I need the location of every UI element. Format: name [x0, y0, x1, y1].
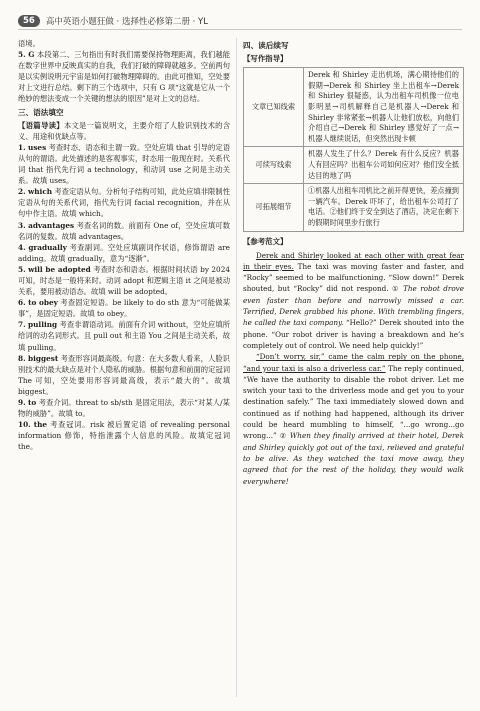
- answer-5-g: [18, 49, 230, 104]
- answer-number: 8.: [18, 353, 26, 363]
- answer-explanation: 考查名词的数。前面有 One of，空处应填可数名词的复数。故填 advantages。: [18, 220, 230, 241]
- answer-word: will be adopted: [28, 264, 91, 274]
- book-title: 高中英语小题狂做 · 选择性必修第二册 · YL: [45, 16, 208, 27]
- section-title-continuation: 四、读后续写: [243, 41, 289, 50]
- answer-word: gradually: [28, 242, 67, 252]
- answer-word: uses: [28, 142, 47, 152]
- guide-row-content: 机器人发生了什么？Derek 有什么反应？机器人有回应吗？出租车公司如何应对？他们安全抵达目的地了吗: [304, 147, 464, 184]
- answer-number: 7.: [18, 320, 26, 330]
- grammar-answer: [18, 220, 230, 242]
- grammar-answer: [18, 297, 230, 319]
- sample-essay: [243, 250, 464, 487]
- answer-explanation: 考查形容词最高级。句意：在大多数人看来，人脸识别技术的最大缺点是对个人隐私的威胁。根据句意和前面的定冠词 The 可知，空处要用形容词最高级，表示“最大的”。故填 biggest。: [18, 353, 230, 396]
- answer-explanation: 考查介词。threat to sb/sth 是固定用法，表示“对某人/某物的威胁”。故填 to。: [18, 398, 230, 419]
- guide-row-label: 可拓展细节: [244, 184, 304, 231]
- passage-guide: [18, 120, 230, 142]
- answer-list: [18, 142, 230, 453]
- essay-second-opening: “Don’t worry, sir,” came the calm reply on the phone, “and your taxi is also a driverless car.”: [243, 352, 464, 373]
- grammar-answer: [18, 419, 230, 452]
- grammar-answer: [18, 397, 230, 419]
- answer-word: to: [28, 398, 37, 407]
- answer-number: 2.: [18, 187, 26, 197]
- page-header: [18, 12, 462, 30]
- answer-number: 5.: [18, 264, 26, 274]
- left-column: [18, 38, 230, 703]
- answer-word: advantages: [28, 220, 75, 230]
- guide-row: [244, 184, 464, 231]
- column-divider: [236, 38, 237, 697]
- answer-explanation: 考查固定短语。be likely to do sth 意为“可能做某事”，是固定短语。故填 to obey。: [18, 298, 230, 319]
- answer-word: the: [33, 420, 48, 430]
- intro-fragment: 语境。: [18, 39, 40, 48]
- answer-explanation: 考查副词。空处应填副词作状语，修饰谓语 are adding。故填 gradually，意为“逐渐”。: [18, 242, 230, 263]
- grammar-answer: [18, 264, 230, 297]
- guide-row-label: 可续写线索: [244, 147, 304, 184]
- writing-guide-title: 【写作指导】: [243, 54, 288, 64]
- answer-explanation: 考查定语从句。分析句子结构可知，此处应填非限制性定语从句的关系代词，指代先行词 facial recognition，并在从句中作主语。故填 which。: [18, 187, 230, 219]
- right-column: [243, 38, 464, 703]
- guide-row-content: ①机器人出租车司机比之前开得更快，差点撞到一辆汽车。Derek 吓坏了，给出租车公司打了电话。②他们终于安全到达了酒店，决定在剩下的假期时间里步行旅行: [304, 184, 464, 231]
- guide-row-content: Derek 和 Shirley 走出机场，满心期待他们的假期→Derek 和 Shirley 坐上出租车→Derek 和 Shirley 很疑惑，认为出租车司机像一位电影明星→司机解释自己是机器人→Derek 和 Shirley 非常紧张→机器人让他们放松，向他们介绍自己→Derek 和 Shirley 感觉好了一点→机器人继续说话，但突然出现卡顿: [304, 68, 464, 147]
- answer-word: which: [27, 187, 53, 197]
- grammar-answer: [18, 142, 230, 186]
- answer-explanation: 考查冠词。risk 被后置定语 of revealing personal information 修饰，特指泄露个人信息的风险。故填定冠词 the。: [18, 420, 230, 452]
- answer-word: biggest: [28, 353, 59, 363]
- grammar-answer: [18, 186, 230, 219]
- section-title-grammar: 三、语法填空: [18, 107, 64, 117]
- grammar-answer: [18, 242, 230, 264]
- answer-explanation: 考查非谓语动词。前面有介词 without，空处应填所给词的动名词形式。且 pull out 和主语 You 之间是主动关系，故填 pulling。: [18, 320, 230, 352]
- answer-word: to obey: [28, 298, 58, 308]
- guide-tag: 【语篇导读】: [18, 120, 64, 130]
- answer-explanation: 考查时态、语态和主谓一致。空处应填 that 引导的定语从句的谓语。此处描述的是客观事实，时态用一般现在时。关系代词 that 指代先行词 a technology，和动词 use 之间是主动关系。故填 uses。: [18, 142, 230, 186]
- grammar-answer: [18, 353, 230, 397]
- page-number: 56: [18, 15, 40, 27]
- guide-row: [244, 147, 464, 184]
- guide-row-label: 文章已知线索: [244, 68, 304, 147]
- answer-number: 4.: [18, 242, 26, 252]
- answer-number: 1.: [18, 142, 26, 152]
- answer-number: 9.: [18, 398, 26, 407]
- writing-guide-table: [243, 67, 464, 231]
- answer-number: 3.: [18, 220, 26, 230]
- essay-opening-sentence: Derek and Shirley looked at each other with great fear in their eyes.: [243, 250, 464, 271]
- guide-row: [244, 68, 464, 147]
- grammar-answer: [18, 319, 230, 352]
- essay-paragraph-1: Derek and Shirley looked at each other with great fear in their eyes. The taxi was moving faster and faster, and “Rocky” seemed to be malfunctioning. “Slow down!” Derek shouted, but “Rocky” did not respond. ① The robot drove even faster than before and narrowly missed a car. Terrified, Derek grabbed his phone. With trembling fingers, he called the taxi company. “Hello?” Derek shouted into the phone. “Our robot driver is having a breakdown and he’s completely out of control. We need help quickly!”: [243, 250, 464, 350]
- essay-paragraph-2: “Don’t worry, sir,” came the calm reply on the phone, “and your taxi is also a driverless car.” The reply continued, “We have the authority to disable the robot driver. Let me switch your taxi to the driverless mode and get you to your destination safely.” The taxi immediately slowed down and continued as if nothing had happened, although its driver could be heard mumbling to himself, “...go wrong...go wrong...” ② When they finally arrived at their hotel, Derek and Shirley quickly got out of the taxi, relieved and grateful to be alive. As they watched the taxi move away, they agreed that for the rest of the holiday, they would walk everywhere!: [243, 352, 464, 486]
- guide-text: 本文是一篇说明文，主要介绍了人脸识别技术的含义、用途和优缺点等。: [18, 120, 230, 141]
- answer-number: 10.: [18, 420, 31, 430]
- answer-number: 5. G: [18, 50, 35, 60]
- answer-explanation: 考查时态和语态。根据时间状语 by 2024 可知，时态是一般将来时。动词 adopt 和逻辑主语 it 之间是被动关系，要用被动语态。故填 will be adopted。: [18, 264, 230, 297]
- answer-word: pulling: [28, 320, 58, 330]
- answer-number: 6.: [18, 298, 26, 308]
- answer-explanation: 本段第二、三句指出有时我们需要保持物理距离，我们越能在数字世界中反映真实的自我，我们打破的障碍就越多。空前两句是以实例说明元宇宙是如何打破物理障碍的。由此可推知，空处要对上文进行总结。剩下的三个选项中，只有 G 项“这就是它从一个绝妙的想法变成一个关键的想法的原因”是对上文的总结。: [18, 50, 230, 104]
- sample-essay-title: 【参考范文】: [243, 236, 288, 246]
